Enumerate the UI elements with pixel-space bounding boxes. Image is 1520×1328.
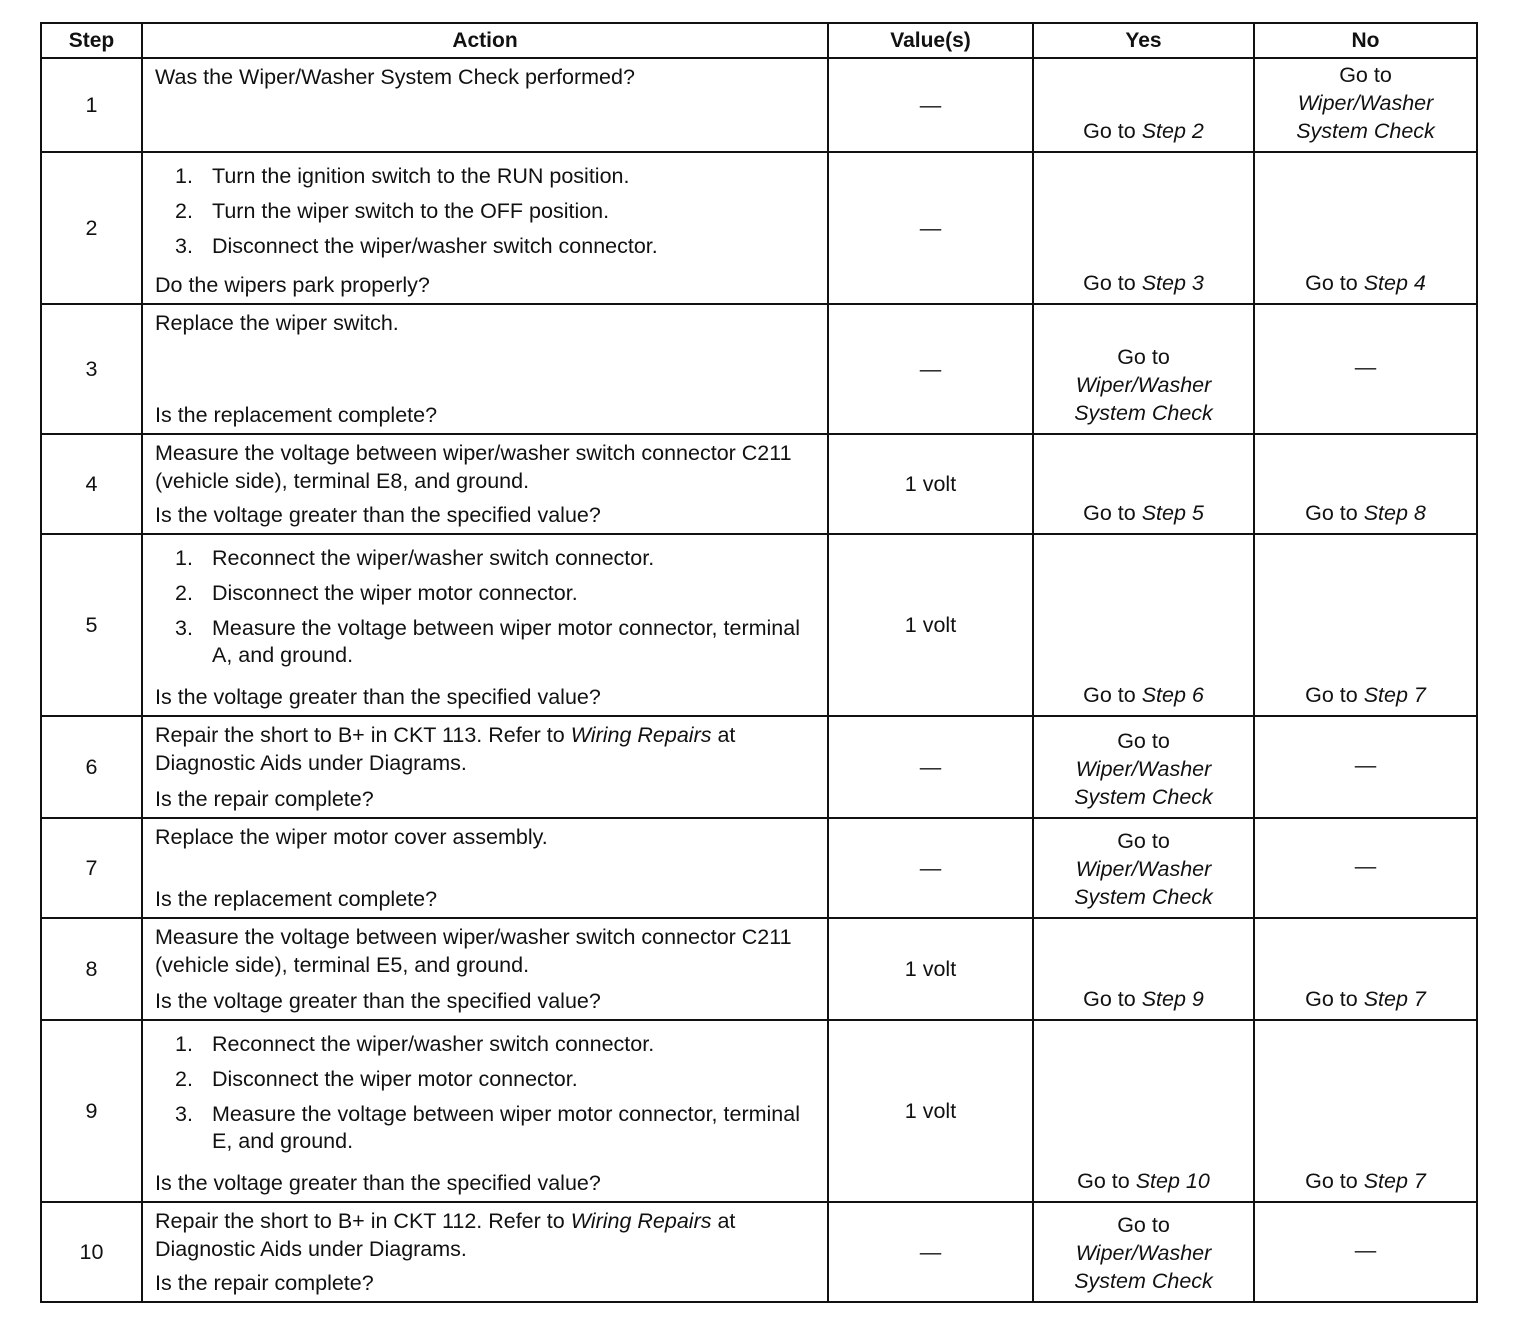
action-cell bbox=[142, 918, 828, 1020]
action-text: Repair the short to B+ in CKT 113. Refer to bbox=[155, 723, 571, 747]
diagnostic-table bbox=[40, 22, 1478, 1303]
item-number: 2. bbox=[175, 1067, 193, 1091]
go-to-label: Go to bbox=[1339, 63, 1392, 87]
go-to-target: Step 4 bbox=[1363, 271, 1426, 295]
action-cell bbox=[142, 1020, 828, 1202]
no-cell[interactable] bbox=[1254, 1020, 1477, 1202]
item-text: Turn the ignition switch to the RUN position. bbox=[212, 164, 630, 188]
go-to-label: Go to bbox=[1117, 729, 1170, 753]
go-to-target: Step 7 bbox=[1363, 987, 1426, 1011]
go-to-target: System Check bbox=[1296, 119, 1435, 143]
action-content bbox=[155, 923, 817, 1015]
value-cell: — bbox=[828, 716, 1033, 818]
item-text: Turn the wiper switch to the OFF position. bbox=[212, 199, 610, 223]
action-top bbox=[155, 309, 817, 337]
item-text: Reconnect the wiper/washer switch connector. bbox=[212, 1032, 655, 1056]
action-text: at Diagnostic Aids under Diagrams. bbox=[155, 723, 736, 775]
step-number: 3 bbox=[41, 304, 142, 434]
action-text: Repair the short to B+ in CKT 112. Refer to bbox=[155, 1209, 571, 1233]
action-step-item bbox=[155, 198, 817, 225]
step-number: 2 bbox=[41, 152, 142, 304]
item-number: 2. bbox=[175, 199, 193, 223]
go-to-label: Go to bbox=[1305, 987, 1358, 1011]
value-cell: — bbox=[828, 152, 1033, 304]
go-to-target: Step 3 bbox=[1141, 271, 1204, 295]
yes-cell[interactable] bbox=[1033, 434, 1254, 534]
table-row bbox=[41, 1020, 1477, 1202]
value-cell: 1 volt bbox=[828, 534, 1033, 716]
yes-cell[interactable] bbox=[1033, 1020, 1254, 1202]
yes-cell[interactable] bbox=[1033, 58, 1254, 152]
no-cell: — bbox=[1254, 304, 1477, 434]
go-to-target-line bbox=[1038, 883, 1249, 911]
go-to-target: Step 8 bbox=[1363, 501, 1426, 525]
item-number: 1. bbox=[175, 1032, 193, 1056]
action-cell bbox=[142, 1202, 828, 1302]
header-row bbox=[41, 23, 1477, 58]
go-to-target: System Check bbox=[1074, 785, 1213, 809]
go-to-target: Step 5 bbox=[1141, 501, 1204, 525]
item-text: Disconnect the wiper motor connector. bbox=[212, 581, 578, 605]
action-steps-list bbox=[155, 1031, 817, 1155]
no-cell: — bbox=[1254, 716, 1477, 818]
go-to-label: Go to bbox=[1083, 119, 1136, 143]
go-to-target-line bbox=[1259, 117, 1472, 145]
no-cell[interactable] bbox=[1254, 918, 1477, 1020]
value-cell: 1 volt bbox=[828, 918, 1033, 1020]
header-yes: Yes bbox=[1033, 23, 1254, 58]
action-step-item bbox=[155, 1031, 817, 1058]
item-text: Disconnect the wiper motor connector. bbox=[212, 1067, 578, 1091]
yes-cell[interactable] bbox=[1033, 818, 1254, 918]
action-content bbox=[155, 157, 817, 299]
action-intro bbox=[155, 721, 817, 777]
action-content bbox=[155, 539, 817, 711]
go-to-target-line bbox=[1038, 371, 1249, 399]
go-to-label: Go to bbox=[1305, 271, 1358, 295]
header-action: Action bbox=[142, 23, 828, 58]
action-cell bbox=[142, 818, 828, 918]
action-step-item bbox=[155, 615, 817, 669]
action-text: Replace the wiper motor cover assembly. bbox=[155, 825, 548, 849]
action-step-item bbox=[155, 580, 817, 607]
value-cell: 1 volt bbox=[828, 1020, 1033, 1202]
action-content bbox=[155, 309, 817, 429]
item-number: 1. bbox=[175, 164, 193, 188]
action-step-item bbox=[155, 163, 817, 190]
go-to-target: System Check bbox=[1074, 885, 1213, 909]
action-text: Measure the voltage between wiper/washer switch connector C211 (vehicle side), terminal E5, and ground. bbox=[155, 925, 792, 977]
action-steps-list bbox=[155, 545, 817, 669]
header-no: No bbox=[1254, 23, 1477, 58]
go-to-target: Step 2 bbox=[1141, 119, 1204, 143]
step-number: 9 bbox=[41, 1020, 142, 1202]
action-step-item bbox=[155, 545, 817, 572]
action-intro bbox=[155, 309, 817, 337]
action-text: Was the Wiper/Washer System Check performed? bbox=[155, 65, 635, 89]
go-to-target: Wiper/Washer bbox=[1075, 757, 1212, 781]
action-intro bbox=[155, 923, 817, 979]
action-top bbox=[155, 721, 817, 777]
yes-cell[interactable] bbox=[1033, 716, 1254, 818]
action-content bbox=[155, 1207, 817, 1297]
go-to-label: Go to bbox=[1305, 683, 1358, 707]
item-number: 1. bbox=[175, 546, 193, 570]
step-number: 4 bbox=[41, 434, 142, 534]
action-cell bbox=[142, 152, 828, 304]
go-to-label: Go to bbox=[1117, 345, 1170, 369]
table-row bbox=[41, 58, 1477, 152]
action-text: at Diagnostic Aids under Diagrams. bbox=[155, 1209, 736, 1261]
yes-cell[interactable] bbox=[1033, 534, 1254, 716]
item-text: Measure the voltage between wiper motor connector, terminal E, and ground. bbox=[212, 1102, 800, 1153]
action-question: Is the replacement complete? bbox=[155, 887, 438, 911]
action-content bbox=[155, 721, 817, 813]
go-to-target: System Check bbox=[1074, 401, 1213, 425]
action-step-item bbox=[155, 1066, 817, 1093]
go-to-target: Wiper/Washer bbox=[1075, 373, 1212, 397]
action-top bbox=[155, 1207, 817, 1263]
table-row bbox=[41, 716, 1477, 818]
action-top bbox=[155, 63, 817, 91]
action-question: Do the wipers park properly? bbox=[155, 273, 430, 297]
item-number: 3. bbox=[175, 234, 193, 258]
no-cell[interactable] bbox=[1254, 152, 1477, 304]
no-cell[interactable] bbox=[1254, 434, 1477, 534]
yes-cell[interactable] bbox=[1033, 1202, 1254, 1302]
step-number: 7 bbox=[41, 818, 142, 918]
action-text: Replace the wiper switch. bbox=[155, 311, 399, 335]
action-cell bbox=[142, 534, 828, 716]
action-top bbox=[155, 157, 817, 268]
action-cell bbox=[142, 58, 828, 152]
go-to-label: Go to bbox=[1083, 683, 1136, 707]
yes-cell[interactable] bbox=[1033, 918, 1254, 1020]
no-cell: — bbox=[1254, 1202, 1477, 1302]
action-content bbox=[155, 439, 817, 529]
action-content bbox=[155, 63, 817, 146]
go-to-label: Go to bbox=[1117, 1213, 1170, 1237]
go-to-target: Wiper/Washer bbox=[1297, 91, 1434, 115]
item-text: Reconnect the wiper/washer switch connector. bbox=[212, 546, 655, 570]
go-to-target: Wiper/Washer bbox=[1075, 857, 1212, 881]
action-question: Is the replacement complete? bbox=[155, 403, 438, 427]
step-number: 1 bbox=[41, 58, 142, 152]
action-question: Is the voltage greater than the specified value? bbox=[155, 685, 601, 709]
go-to-target-line bbox=[1038, 783, 1249, 811]
table-row bbox=[41, 1202, 1477, 1302]
action-step-item bbox=[155, 1101, 817, 1155]
action-text: Measure the voltage between wiper/washer switch connector C211 (vehicle side), terminal E8, and ground. bbox=[155, 441, 792, 493]
go-to-label: Go to bbox=[1083, 501, 1136, 525]
go-to-target-line bbox=[1259, 89, 1472, 117]
action-intro bbox=[155, 439, 817, 495]
step-number: 6 bbox=[41, 716, 142, 818]
action-top bbox=[155, 1025, 817, 1163]
go-to-label: Go to bbox=[1077, 1169, 1130, 1193]
action-cell bbox=[142, 716, 828, 818]
item-number: 3. bbox=[175, 1102, 193, 1126]
go-to-label: Go to bbox=[1305, 1169, 1358, 1193]
go-to-target-line bbox=[1038, 855, 1249, 883]
go-to-label: Go to bbox=[1083, 987, 1136, 1011]
action-question: Is the repair complete? bbox=[155, 787, 374, 811]
value-cell: 1 volt bbox=[828, 434, 1033, 534]
go-to-label: Go to bbox=[1083, 271, 1136, 295]
action-intro bbox=[155, 63, 817, 91]
action-question: Is the voltage greater than the specified value? bbox=[155, 503, 601, 527]
item-text: Disconnect the wiper/washer switch connector. bbox=[212, 234, 658, 258]
value-cell: — bbox=[828, 1202, 1033, 1302]
go-to-label: Go to bbox=[1305, 501, 1358, 525]
no-cell[interactable] bbox=[1254, 534, 1477, 716]
action-question: Is the voltage greater than the specified value? bbox=[155, 1171, 601, 1195]
go-to-target: System Check bbox=[1074, 1269, 1213, 1293]
action-top bbox=[155, 439, 817, 495]
go-to-target: Step 10 bbox=[1135, 1169, 1210, 1193]
reference-link-text: Wiring Repairs bbox=[570, 723, 712, 747]
action-step-item bbox=[155, 233, 817, 260]
yes-cell[interactable] bbox=[1033, 304, 1254, 434]
header-values: Value(s) bbox=[828, 23, 1033, 58]
step-number: 8 bbox=[41, 918, 142, 1020]
item-text: Measure the voltage between wiper motor connector, terminal A, and ground. bbox=[212, 616, 800, 667]
no-cell[interactable] bbox=[1254, 58, 1477, 152]
go-to-target: Step 6 bbox=[1141, 683, 1204, 707]
reference-link-text: Wiring Repairs bbox=[570, 1209, 712, 1233]
item-number: 2. bbox=[175, 581, 193, 605]
go-to-target: Step 7 bbox=[1363, 1169, 1426, 1193]
table-row bbox=[41, 534, 1477, 716]
action-top bbox=[155, 539, 817, 677]
go-to-target-line bbox=[1038, 755, 1249, 783]
value-cell: — bbox=[828, 58, 1033, 152]
go-to-label: Go to bbox=[1117, 829, 1170, 853]
action-cell bbox=[142, 434, 828, 534]
action-top bbox=[155, 923, 817, 979]
header-step: Step bbox=[41, 23, 142, 58]
go-to-target: Wiper/Washer bbox=[1075, 1241, 1212, 1265]
action-question: Is the repair complete? bbox=[155, 1271, 374, 1295]
table-row bbox=[41, 152, 1477, 304]
value-cell: — bbox=[828, 304, 1033, 434]
go-to-target-line bbox=[1038, 1267, 1249, 1295]
table-row bbox=[41, 434, 1477, 534]
no-cell: — bbox=[1254, 818, 1477, 918]
go-to-target: Step 9 bbox=[1141, 987, 1204, 1011]
value-cell: — bbox=[828, 818, 1033, 918]
table-row bbox=[41, 818, 1477, 918]
go-to-target-line bbox=[1038, 1239, 1249, 1267]
action-question: Is the voltage greater than the specified value? bbox=[155, 989, 601, 1013]
action-steps-list bbox=[155, 163, 817, 260]
yes-cell[interactable] bbox=[1033, 152, 1254, 304]
action-intro bbox=[155, 1207, 817, 1263]
step-number: 10 bbox=[41, 1202, 142, 1302]
action-content bbox=[155, 823, 817, 913]
action-top bbox=[155, 823, 817, 851]
table-row bbox=[41, 304, 1477, 434]
item-number: 3. bbox=[175, 616, 193, 640]
action-cell bbox=[142, 304, 828, 434]
action-intro bbox=[155, 823, 817, 851]
table-row bbox=[41, 918, 1477, 1020]
go-to-target: Step 7 bbox=[1363, 683, 1426, 707]
action-content bbox=[155, 1025, 817, 1197]
go-to-target-line bbox=[1038, 399, 1249, 427]
step-number: 5 bbox=[41, 534, 142, 716]
